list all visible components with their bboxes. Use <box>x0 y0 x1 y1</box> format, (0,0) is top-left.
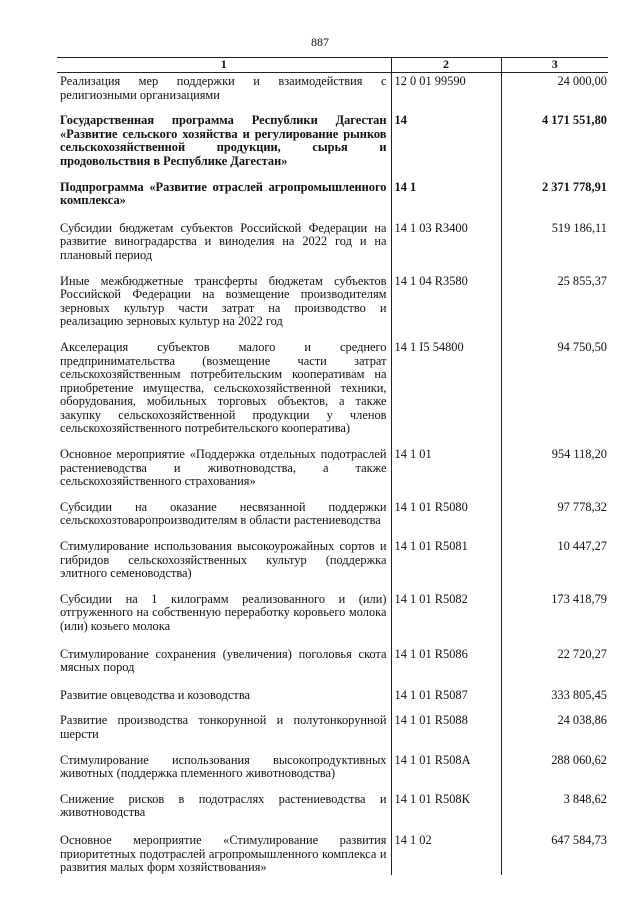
table-row <box>57 220 608 273</box>
row-amount: 3 848,62 <box>563 791 607 806</box>
row-code: 14 1 01 R5088 <box>391 712 501 751</box>
table-row <box>57 832 608 875</box>
row-name: Стимулирование использования высокоурожайных сортов и гибридов сельскохозяйственных культур (поддержка элитного семеноводства) <box>57 538 391 591</box>
row-amount: 10 447,27 <box>557 539 607 554</box>
row-name: Стимулирование использования высокопродуктивных животных (поддержка племенного животноводства) <box>57 752 391 791</box>
table-header-row <box>57 58 608 73</box>
table-row <box>57 712 608 751</box>
row-name: Основное мероприятие «Стимулирование развития приоритетных подотраслей агропромышленного комплекса и развития малых форм хозяйствования» <box>57 832 391 875</box>
column-header-3: 3 <box>501 58 608 73</box>
row-name: Стимулирование сохранения (увеличения) поголовья скота мясных пород <box>57 646 391 687</box>
row-code: 14 <box>391 112 501 178</box>
row-name: Государственная программа Республики Дагестан «Развитие сельского хозяйства и регулирование рынков сельскохозяйственной продукции, сырья и продовольствия в Республике Дагестан» <box>57 112 391 178</box>
row-code: 14 1 01 R5086 <box>391 646 501 687</box>
row-amount: 94 750,50 <box>557 339 607 354</box>
row-amount: 4 171 551,80 <box>541 113 607 128</box>
table-row <box>57 791 608 832</box>
row-name: Основное мероприятие «Поддержка отдельных подотраслей растениеводства и животноводства, а также сельскохозяйственного страхования» <box>57 446 391 499</box>
row-name: Развитие овцеводства и козоводства <box>57 687 391 713</box>
row-code: 14 1 01 R508К <box>391 791 501 832</box>
table-row <box>57 499 608 538</box>
row-amount: 173 418,79 <box>551 591 607 606</box>
table-row <box>57 339 608 446</box>
table-row <box>57 112 608 178</box>
row-name: Иные межбюджетные трансферты бюджетам субъектов Российской Федерации на возмещение производителям зерновых культур части затрат на производство и реализацию зерновых культур на 2022 год <box>57 273 391 339</box>
row-amount: 25 855,37 <box>557 273 607 288</box>
table-row <box>57 73 608 113</box>
row-name: Подпрограмма «Развитие отраслей агропромышленного комплекса» <box>57 179 391 220</box>
row-amount: 647 584,73 <box>551 832 607 847</box>
table-row <box>57 687 608 713</box>
table-row <box>57 591 608 646</box>
row-amount: 288 060,62 <box>551 752 607 767</box>
row-amount: 24 038,86 <box>557 713 607 728</box>
column-header-2: 2 <box>391 58 501 73</box>
row-amount: 97 778,32 <box>557 499 607 514</box>
row-code: 14 1 01 R5082 <box>391 591 501 646</box>
row-name: Реализация мер поддержки и взаимодействия с религиозными организациями <box>57 73 391 113</box>
page-number: 887 <box>311 35 329 49</box>
row-amount: 2 371 778,91 <box>541 179 607 194</box>
row-code: 14 1 02 <box>391 832 501 875</box>
row-code: 14 1 <box>391 179 501 220</box>
row-code: 14 1 01 R5081 <box>391 538 501 591</box>
row-name: Акселерация субъектов малого и среднего предпринимательства (возмещение части затрат сельскохозяйственным потребительским кооперативам на приобретение имущества, сельскохозяйственной техники, оборудования, мобильных торговых объектов, а также закупку сельскохозяйственной продукции у членов сельскохозяйственного потребительского кооператива) <box>57 339 391 446</box>
row-name: Субсидии на 1 килограмм реализованного и (или) отгруженного на собственную переработку коровьего молока (или) козьего молока <box>57 591 391 646</box>
row-amount: 954 118,20 <box>551 447 607 462</box>
table-row <box>57 273 608 339</box>
row-amount: 22 720,27 <box>557 646 607 661</box>
row-code: 14 1 01 R5087 <box>391 687 501 713</box>
row-code: 14 1 03 R3400 <box>391 220 501 273</box>
row-name: Субсидии бюджетам субъектов Российской Федерации на развитие виноградарства и виноделия на 2022 год и на плановый период <box>57 220 391 273</box>
row-name: Субсидии на оказание несвязанной поддержки сельскохозтоваропроизводителям в области растениеводства <box>57 499 391 538</box>
budget-table <box>57 57 608 875</box>
row-code: 12 0 01 99590 <box>391 73 501 113</box>
column-header-1: 1 <box>57 58 391 73</box>
row-amount: 519 186,11 <box>551 220 607 235</box>
row-amount: 24 000,00 <box>557 74 607 88</box>
table-row <box>57 446 608 499</box>
row-amount: 333 805,45 <box>551 687 607 702</box>
row-name: Развитие производства тонкорунной и полутонкорунной шерсти <box>57 712 391 751</box>
row-code: 14 1 01 R508А <box>391 752 501 791</box>
row-code: 14 1 04 R3580 <box>391 273 501 339</box>
row-code: 14 1 01 <box>391 446 501 499</box>
row-code: 14 1 01 R5080 <box>391 499 501 538</box>
row-name: Снижение рисков в подотраслях растениеводства и животноводства <box>57 791 391 832</box>
table-body <box>57 73 608 875</box>
table-row <box>57 752 608 791</box>
row-code: 14 1 I5 54800 <box>391 339 501 446</box>
table-row <box>57 538 608 591</box>
table-row <box>57 179 608 220</box>
table-row <box>57 646 608 687</box>
